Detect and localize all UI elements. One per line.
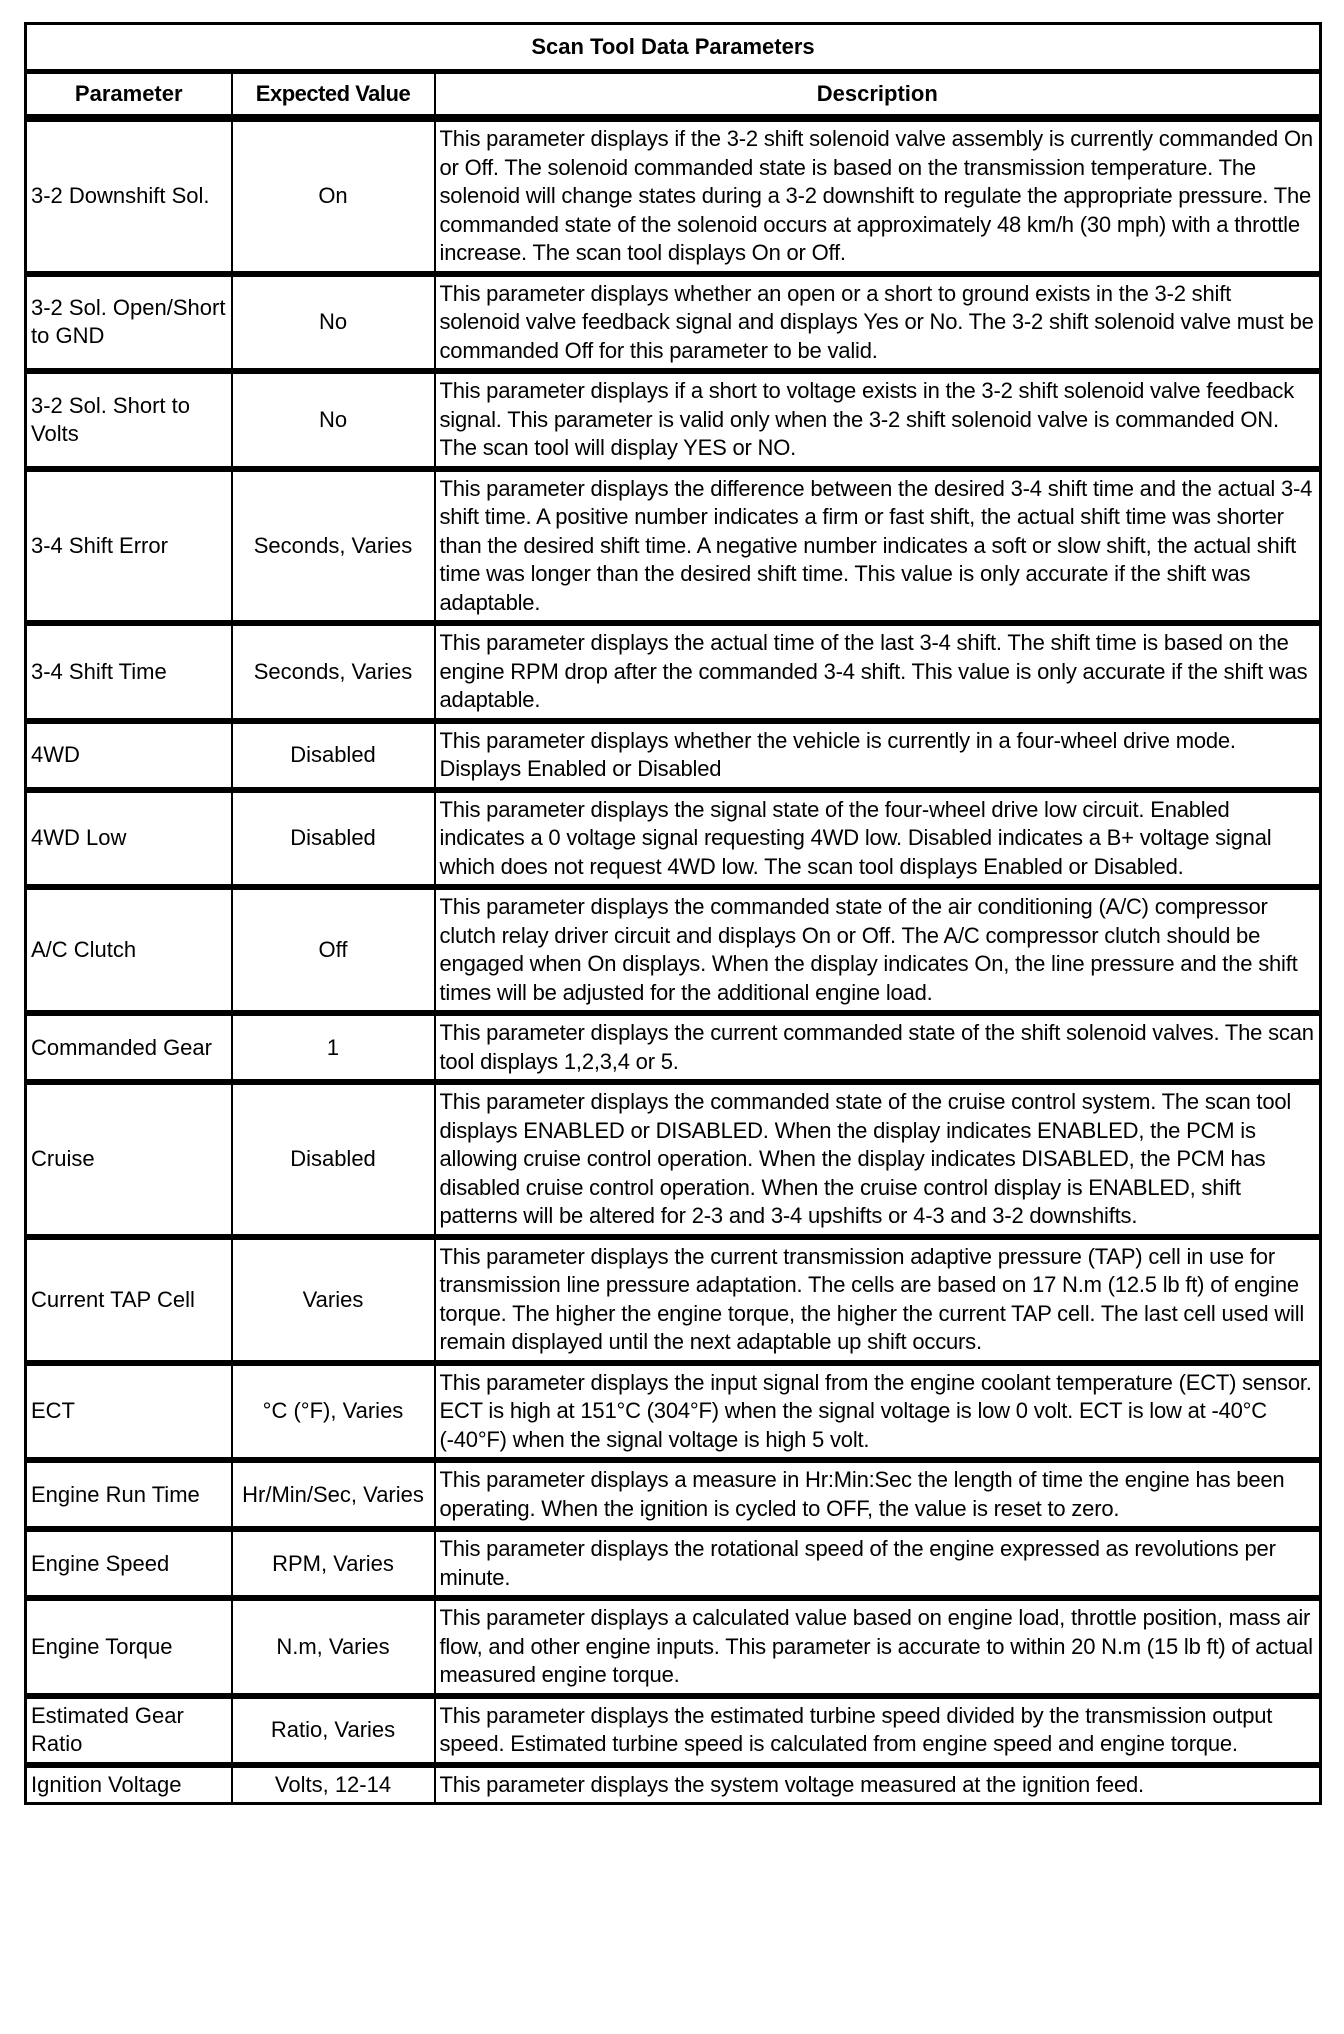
parameter-cell: Commanded Gear [26, 1013, 232, 1082]
expected-value-cell: Seconds, Varies [232, 469, 435, 624]
description-cell: This parameter displays the current transmission adaptive pressure (TAP) cell in use for transmission line pressure adaptation. The cells are based on 17 N.m (12.5 lb ft) of engine torque. The higher the engine torque, the higher the current TAP cell. The last cell used will remain displayed until the next adaptable up shift occurs. [435, 1237, 1321, 1363]
expected-value-cell: Disabled [232, 790, 435, 888]
table-row [26, 469, 1321, 624]
description-cell: This parameter displays if a short to voltage exists in the 3-2 shift solenoid valve feedback signal. This parameter is valid only when the 3-2 shift solenoid valve is commanded ON. The scan tool will display YES or NO. [435, 371, 1321, 469]
description-cell: This parameter displays whether the vehicle is currently in a four-wheel drive mode. Displays Enabled or Disabled [435, 721, 1321, 790]
parameter-cell: 4WD Low [26, 790, 232, 888]
scan-tool-data-document [24, 22, 1322, 1805]
expected-value-cell: On [232, 118, 435, 274]
table-row [26, 1460, 1321, 1529]
parameter-cell: Engine Speed [26, 1529, 232, 1598]
parameter-cell: 3-2 Sol. Short to Volts [26, 371, 232, 469]
scan-tool-data-table [24, 22, 1322, 1805]
expected-value-cell: Hr/Min/Sec, Varies [232, 1460, 435, 1529]
table-body [26, 118, 1321, 1804]
table-row [26, 790, 1321, 888]
expected-value-cell: Seconds, Varies [232, 623, 435, 721]
parameter-cell: 3-2 Sol. Open/Short to GND [26, 274, 232, 372]
parameter-cell: Ignition Voltage [26, 1765, 232, 1804]
description-cell: This parameter displays the rotational speed of the engine expressed as revolutions per minute. [435, 1529, 1321, 1598]
table-row [26, 1529, 1321, 1598]
table-row [26, 1363, 1321, 1461]
parameter-cell: 4WD [26, 721, 232, 790]
expected-value-cell: Volts, 12-14 [232, 1765, 435, 1804]
description-cell: This parameter displays the estimated turbine speed divided by the transmission output speed. Estimated turbine speed is calculated from engine speed and engine torque. [435, 1696, 1321, 1765]
expected-value-cell: 1 [232, 1013, 435, 1082]
description-cell: This parameter displays the difference between the desired 3-4 shift time and the actual 3-4 shift time. A positive number indicates a firm or fast shift, the actual shift time was shorter than the desired shift time. A negative number indicates a soft or slow shift, the actual shift time was longer than the desired shift time. This value is only accurate if the shift was adaptable. [435, 469, 1321, 624]
description-cell: This parameter displays the system voltage measured at the ignition feed. [435, 1765, 1321, 1804]
description-cell: This parameter displays the commanded state of the air conditioning (A/C) compressor clutch relay driver circuit and displays On or Off. The A/C compressor clutch should be engaged when On displays. When the display indicates On, the line pressure and the shift times will be adjusted for the additional engine load. [435, 887, 1321, 1013]
description-cell: This parameter displays if the 3-2 shift solenoid valve assembly is currently commanded On or Off. The solenoid commanded state is based on the transmission temperature. The solenoid will change states during a 3-2 downshift to regulate the appropriate pressure. The commanded state of the solenoid occurs at approximately 48 km/h (30 mph) with a throttle increase. The scan tool displays On or Off. [435, 118, 1321, 274]
table-row [26, 623, 1321, 721]
expected-value-cell: No [232, 371, 435, 469]
parameter-cell: ECT [26, 1363, 232, 1461]
description-cell: This parameter displays the input signal from the engine coolant temperature (ECT) sensor. ECT is high at 151°C (304°F) when the signal voltage is low 0 volt. ECT is low at -40°C (-40°F) when the signal voltage is high 5 volt. [435, 1363, 1321, 1461]
parameter-cell: 3-4 Shift Error [26, 469, 232, 624]
table-row [26, 371, 1321, 469]
table-header-row [26, 72, 1321, 119]
description-cell: This parameter displays a calculated value based on engine load, throttle position, mass air flow, and other engine inputs. This parameter is accurate to within 20 N.m (15 lb ft) of actual measured engine torque. [435, 1598, 1321, 1696]
parameter-cell: 3-4 Shift Time [26, 623, 232, 721]
table-row [26, 118, 1321, 274]
expected-value-cell: Varies [232, 1237, 435, 1363]
parameter-cell: Current TAP Cell [26, 1237, 232, 1363]
table-row [26, 887, 1321, 1013]
expected-value-cell: RPM, Varies [232, 1529, 435, 1598]
description-cell: This parameter displays the current commanded state of the shift solenoid valves. The scan tool displays 1,2,3,4 or 5. [435, 1013, 1321, 1082]
table-row [26, 1237, 1321, 1363]
expected-value-cell: Ratio, Varies [232, 1696, 435, 1765]
parameter-cell: Engine Run Time [26, 1460, 232, 1529]
expected-value-cell: °C (°F), Varies [232, 1363, 435, 1461]
table-row [26, 1082, 1321, 1237]
description-cell: This parameter displays a measure in Hr:Min:Sec the length of time the engine has been operating. When the ignition is cycled to OFF, the value is reset to zero. [435, 1460, 1321, 1529]
column-header-description: Description [435, 72, 1321, 119]
table-row [26, 274, 1321, 372]
parameter-cell: Engine Torque [26, 1598, 232, 1696]
expected-value-cell: Disabled [232, 721, 435, 790]
expected-value-cell: No [232, 274, 435, 372]
description-cell: This parameter displays the actual time of the last 3-4 shift. The shift time is based on the engine RPM drop after the commanded 3-4 shift. This value is only accurate if the shift was adaptable. [435, 623, 1321, 721]
table-row [26, 721, 1321, 790]
parameter-cell: 3-2 Downshift Sol. [26, 118, 232, 274]
table-row [26, 1765, 1321, 1804]
table-row [26, 1696, 1321, 1765]
expected-value-cell: Off [232, 887, 435, 1013]
description-cell: This parameter displays the signal state of the four-wheel drive low circuit. Enabled indicates a 0 voltage signal requesting 4WD low. Disabled indicates a B+ voltage signal which does not request 4WD low. The scan tool displays Enabled or Disabled. [435, 790, 1321, 888]
expected-value-cell: Disabled [232, 1082, 435, 1237]
table-row [26, 1013, 1321, 1082]
table-row [26, 1598, 1321, 1696]
column-header-parameter: Parameter [26, 72, 232, 119]
parameter-cell: A/C Clutch [26, 887, 232, 1013]
description-cell: This parameter displays whether an open or a short to ground exists in the 3-2 shift solenoid valve feedback signal and displays Yes or No. The 3-2 shift solenoid valve must be commanded Off for this parameter to be valid. [435, 274, 1321, 372]
column-header-expected-value: Expected Value [232, 72, 435, 119]
parameter-cell: Cruise [26, 1082, 232, 1237]
parameter-cell: Estimated Gear Ratio [26, 1696, 232, 1765]
table-title: Scan Tool Data Parameters [26, 24, 1321, 72]
description-cell: This parameter displays the commanded state of the cruise control system. The scan tool displays ENABLED or DISABLED. When the display indicates ENABLED, the PCM is allowing cruise control operation. When the display indicates DISABLED, the PCM has disabled cruise control operation. When the cruise control display is ENABLED, shift patterns will be altered for 2-3 and 3-4 upshifts or 4-3 and 3-2 downshifts. [435, 1082, 1321, 1237]
expected-value-cell: N.m, Varies [232, 1598, 435, 1696]
